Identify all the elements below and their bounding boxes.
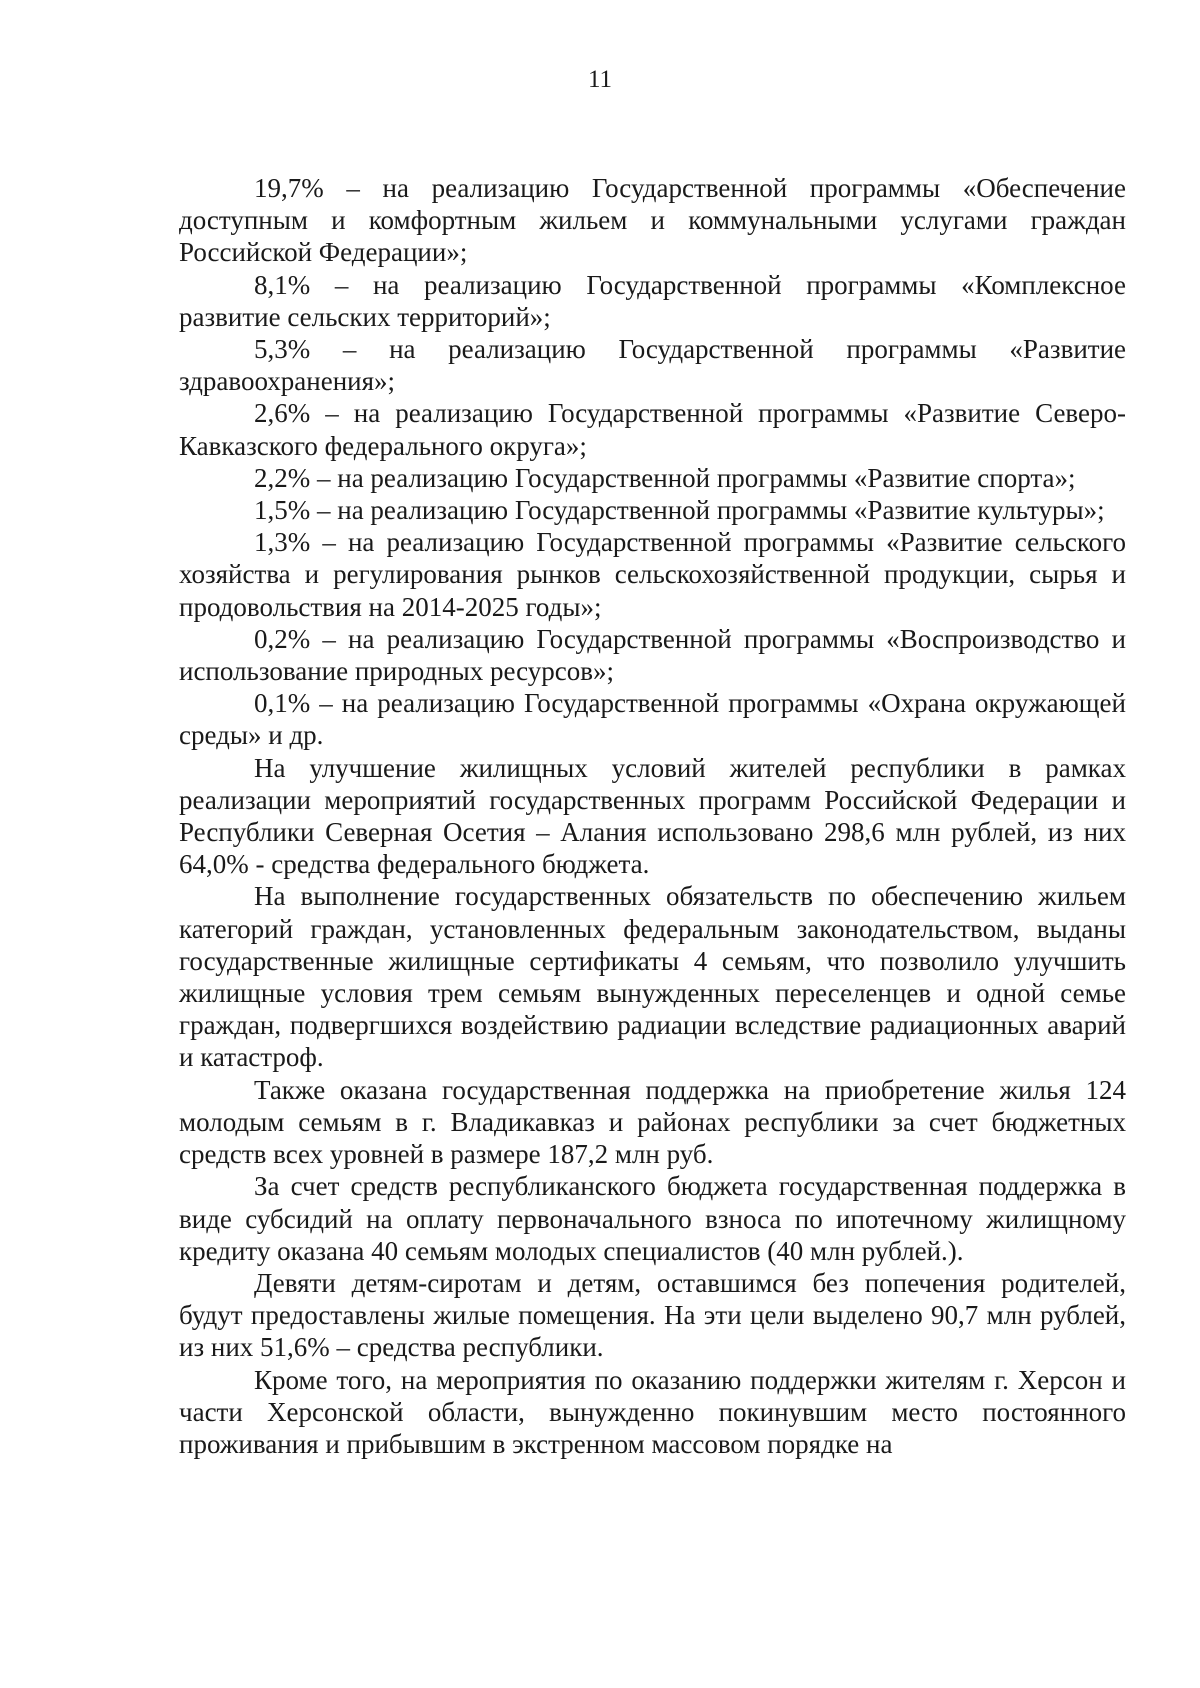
- paragraph-culture: 1,5% – на реализацию Государственной программы «Развитие культуры»;: [254, 495, 1105, 526]
- paragraph-healthcare: 5,3% – на реализацию Государственной программы «Развитие здравоохранения»;: [179, 334, 1126, 397]
- paragraph-rural-development: 8,1% – на реализацию Государственной программы «Комплексное развитие сельских территорий»;: [179, 269, 1126, 332]
- paragraph-environment: 0,1% – на реализацию Государственной программы «Охрана окружающей среды» и др.: [179, 688, 1126, 751]
- paragraph-north-caucasus: 2,6% – на реализацию Государственной программы «Развитие Северо-Кавказского федерального округа»;: [179, 398, 1126, 461]
- paragraph-orphans: Девяти детям-сиротам и детям, оставшимся без попечения родителей, будут предоставлены жилые помещения. На эти цели выделено 90,7 млн рублей, из них 51,6% – средства республики.: [179, 1267, 1126, 1363]
- paragraph-mortgage-subsidies: За счет средств республиканского бюджета государственная поддержка в виде субсидий на оплату первоначального взноса по ипотечному жилищному кредиту оказана 40 семьям молодых специалистов (40 млн рублей.).: [179, 1171, 1126, 1266]
- paragraph-housing-certificates: На выполнение государственных обязательств по обеспечению жильем категорий граждан, установленных федеральным законодательством, выданы государственные жилищные сертификаты 4 семьям, что позволило улучшить жилищные условия трем семьям вынужденных переселенцев и одной семье граждан, подвергшихся воздействию радиации вследствие радиационных аварий и катастроф.: [179, 881, 1126, 1073]
- paragraph-agriculture: 1,3% – на реализацию Государственной программы «Развитие сельского хозяйства и регулирования рынков сельскохозяйственной продукции, сырья и продовольствия на 2014-2025 годы»;: [179, 527, 1126, 622]
- paragraph-kherson-support: Кроме того, на мероприятия по оказанию поддержки жителям г. Херсон и части Херсонской области, вынужденно покинувшим место постоянного проживания и прибывшим в экстренном массовом порядке на: [179, 1364, 1126, 1459]
- document-body: [179, 172, 1126, 1460]
- paragraph-natural-resources: 0,2% – на реализацию Государственной программы «Воспроизводство и использование природных ресурсов»;: [179, 623, 1126, 687]
- paragraph-sport: 2,2% – на реализацию Государственной программы «Развитие спорта»;: [254, 462, 1076, 493]
- page-number: 11: [587, 66, 613, 93]
- paragraph-housing-improvement: На улучшение жилищных условий жителей республики в рамках реализации мероприятий государственных программ Российской Федерации и Республики Северная Осетия – Алания использовано 298,6 млн рублей, из них 64,0% - средства федерального бюджета.: [179, 752, 1126, 880]
- paragraph-young-families: Также оказана государственная поддержка на приобретение жилья 124 молодым семьям в г. Владикавказ и районах республики за счет бюджетных средств всех уровней в размере 187,2 млн руб.: [179, 1074, 1126, 1170]
- paragraph-housing-program: 19,7% – на реализацию Государственной программы «Обеспечение доступным и комфортным жильем и коммунальными услугами граждан Российской Федерации»;: [179, 173, 1126, 268]
